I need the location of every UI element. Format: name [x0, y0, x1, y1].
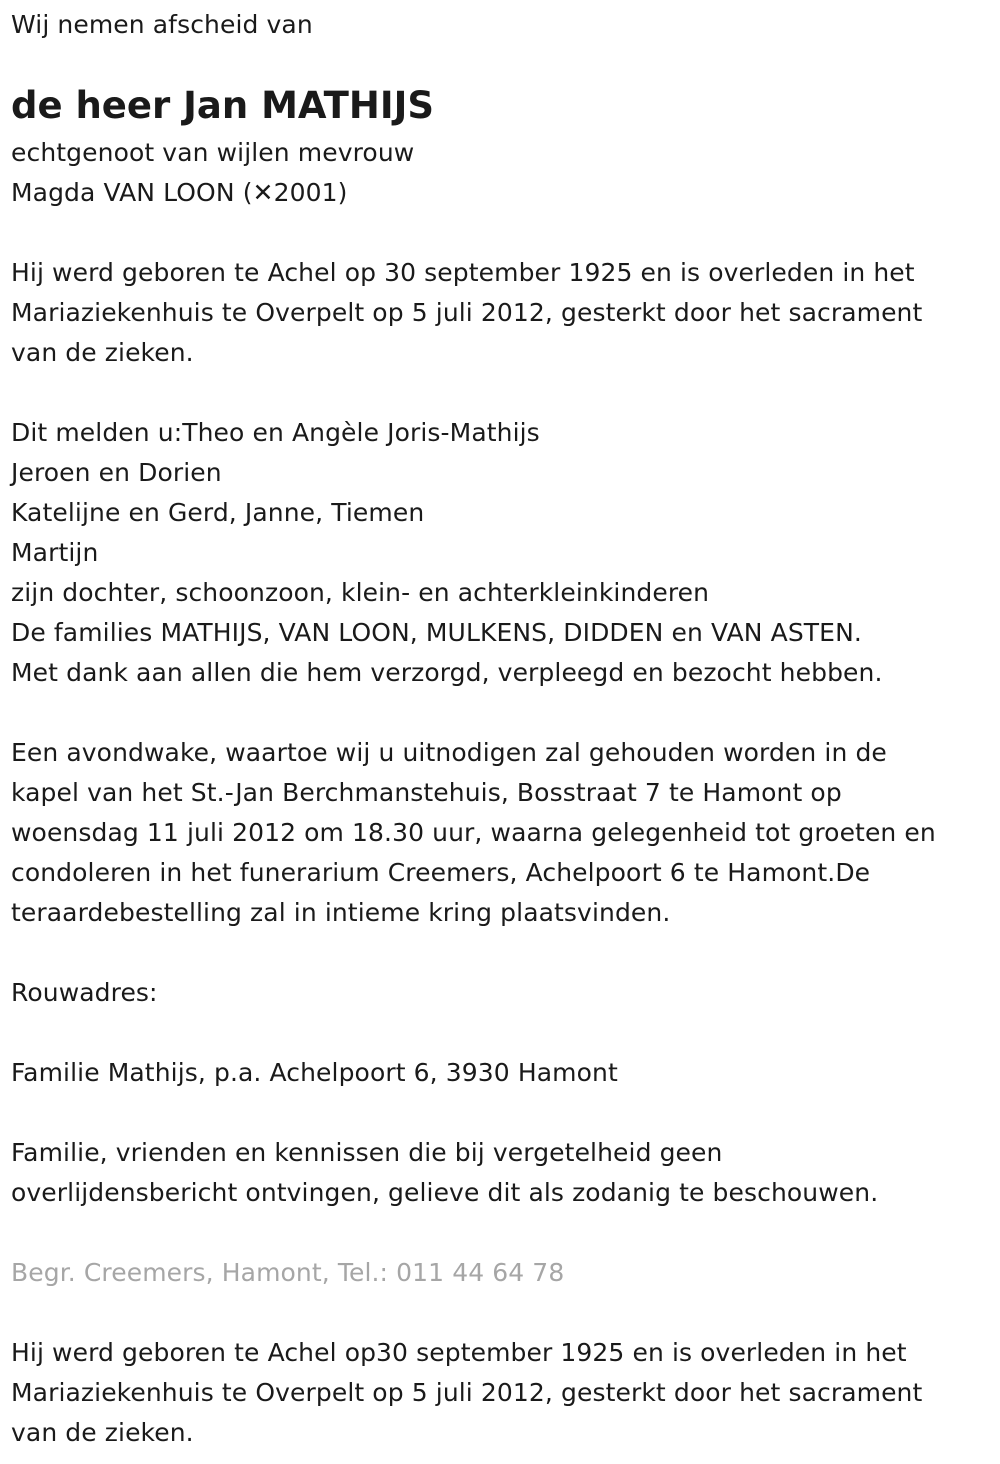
paragraph-line: condoleren in het funerarium Creemers, Achelpoort 6 te Hamont.De [11, 858, 871, 887]
paragraph-line: Een avondwake, waartoe wij u uitnodigen zal gehouden worden in de [11, 738, 887, 767]
spouse-line: echtgenoot van wijlen mevrouw [11, 138, 415, 167]
mourning-address: Familie Mathijs, p.a. Achelpoort 6, 3930 Hamont [11, 1058, 618, 1087]
birth-paragraph [11, 253, 922, 373]
paragraph-line: overlijdensbericht ontvingen, gelieve dit als zodanig te beschouwen. [11, 1178, 879, 1207]
spouse-line: Magda VAN LOON (✕2001) [11, 178, 348, 207]
paragraph-line: van de zieken. [11, 338, 194, 367]
family-line: De families MATHIJS, VAN LOON, MULKENS, DIDDEN en VAN ASTEN. [11, 618, 862, 647]
paragraph-line: kapel van het St.-Jan Berchmanstehuis, Bosstraat 7 te Hamont op [11, 778, 842, 807]
paragraph-line: Mariaziekenhuis te Overpelt op 5 juli 2012, gesterkt door het sacrament [11, 298, 923, 327]
family-line: zijn dochter, schoonzoon, klein- en achterkleinkinderen [11, 578, 710, 607]
family-line: Met dank aan allen die hem verzorgd, verpleegd en bezocht hebben. [11, 658, 883, 687]
family-announcement [11, 413, 883, 693]
family-line: Katelijne en Gerd, Janne, Tiemen [11, 498, 425, 527]
family-line: Dit melden u:Theo en Angèle Joris-Mathijs [11, 418, 540, 447]
undertaker-credit: Begr. Creemers, Hamont, Tel.: 011 44 64 78 [11, 1258, 565, 1287]
paragraph-line: Mariaziekenhuis te Overpelt op 5 juli 2012, gesterkt door het sacrament [11, 1378, 923, 1407]
wake-paragraph [11, 733, 936, 933]
intro-line: Wij nemen afscheid van [11, 10, 313, 39]
address-label: Rouwadres: [11, 978, 158, 1007]
deceased-name: de heer Jan MATHIJS [11, 84, 435, 127]
notice-paragraph [11, 1133, 878, 1213]
paragraph-line: woensdag 11 juli 2012 om 18.30 uur, waarna gelegenheid tot groeten en [11, 818, 936, 847]
family-line: Jeroen en Dorien [11, 458, 222, 487]
paragraph-line: Familie, vrienden en kennissen die bij vergetelheid geen [11, 1138, 723, 1167]
birth-paragraph-repeat [11, 1333, 922, 1453]
paragraph-line: Hij werd geboren te Achel op 30 september 1925 en is overleden in het [11, 258, 915, 287]
spouse-block [11, 133, 414, 213]
paragraph-line: Hij werd geboren te Achel op30 september 1925 en is overleden in het [11, 1338, 907, 1367]
family-line: Martijn [11, 538, 99, 567]
paragraph-line: teraardebestelling zal in intieme kring plaatsvinden. [11, 898, 671, 927]
paragraph-line: van de zieken. [11, 1418, 194, 1447]
